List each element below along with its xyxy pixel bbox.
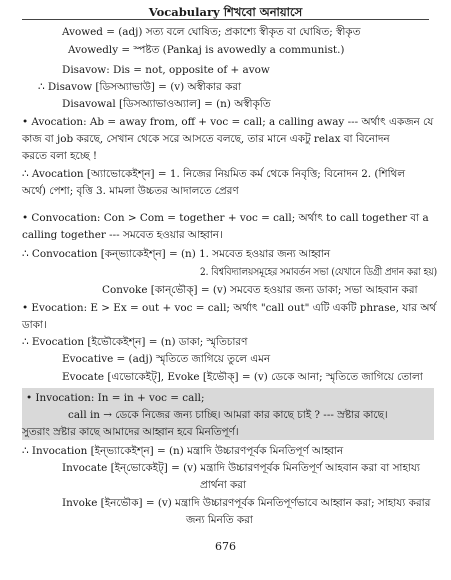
entry-line: প্রার্থনা করা	[200, 479, 247, 491]
entry-line: সুতরাং স্রষ্টার কাছে আমাদের আহ্বান হবে মিনতিপূর্ণ।	[22, 426, 239, 438]
entry-line: • Avocation: Ab = away from, off + voc = call; a calling away --- অর্থাৎ একজন যে	[22, 116, 434, 128]
page-number: 676	[215, 540, 236, 553]
entry-line: ডাকা।	[22, 319, 47, 331]
entry-line: • Evocation: E > Ex = out + voc = call; অর্থাৎ "call out" এটি একটি phrase, যার অর্থ	[22, 302, 437, 314]
entry-line: কাজ বা job করছে, সেখান থেকে সরে আসতে বলছে, তার মানে একটু relax বা বিনোদন	[22, 133, 390, 145]
entry-line: 2. বিশ্ববিদ্যালয়সমূহের সমাবর্তন সভা (যেখানে ডিগ্রী প্রদান করা হয়)	[200, 266, 438, 278]
entry-line: Invocate [ইন্‌ভোকেইট্] = (v) মন্ত্রাদি উচ্চারণপূর্বক মিনতিপূর্ণ আহবান করা বা সাহায্য	[62, 462, 420, 474]
entry-line: Avowed = (adj) সত্য বলে ঘোষিত; প্রকাশ্যে স্বীকৃত বা ঘোষিত; স্বীকৃত	[62, 26, 361, 38]
entry-line: calling together --- সমবেত হওয়ার আহ্বান।	[22, 229, 223, 241]
entry-line: অর্থে) পেশা; বৃত্তি 3. মামলা উচ্চতর আদালতে প্রেরণ	[22, 185, 239, 197]
entry-line: ∴ Evocation [ইভৌকেইশ্‌ন] = (n) ডাকা; স্মৃতিচারণ	[22, 336, 248, 348]
entry-line: ∴ Invocation [ইন্‌ভ্যাকেইশ্‌ন] = (n) মন্ত্রাদি উচ্চারণপূর্বক মিনতিপূর্ণ আহ্বান	[22, 445, 344, 457]
header-rule	[22, 19, 429, 20]
entry-line: করতে বলা হচ্ছে !	[22, 150, 98, 162]
entry-line: Avowedly = স্পষ্টত (Pankaj is avowedly a communist.)	[68, 44, 345, 56]
entry-line: • Invocation: In = in + voc = call;	[26, 392, 205, 404]
entry-line: call in → ডেকে নিজের জন্য চাচ্ছি। আমরা কার কাছে চাই ? --- স্রষ্টার কাছে।	[68, 409, 388, 421]
entry-line: ∴ Disavow [ডিসঅ্যাভাউ] = (v) অস্বীকার করা	[38, 81, 242, 93]
entry-line: জন্য মিনতি করা	[186, 514, 253, 526]
entry-line: ∴ Avocation [অ্যাভোকেইশ্‌ন] = 1. নিজের নিয়মিত কর্ম থেকে নিবৃত্তি; বিনোদন 2. (শিথিল	[22, 168, 406, 180]
entry-line: • Convocation: Con > Com = together + voc = call; অর্থাৎ to call together বা a	[22, 212, 429, 224]
entry-line: Convoke [কান্‌ভৌক্] = (v) সমবেত হওয়ার জন্য ডাকা; সভা আহবান করা	[102, 284, 418, 296]
entry-line: Disavowal [ডিসঅ্যাভাওঅ্যাল] = (n) অস্বীকৃতি	[62, 98, 271, 110]
entry-line: Evocate [এভোকেইট্], Evoke [ইভৌক্] = (v) ডেকে আনা; স্মৃতিতে জাগিয়ে তোলা	[62, 371, 423, 383]
running-header: Vocabulary শিখবো অনায়াসে	[148, 5, 303, 19]
entry-line: ∴ Convocation [কন্‌ভ্যাকেইশ্‌ন] = (n) 1. সমবেত হওয়ার জন্য আহ্বান	[22, 248, 331, 260]
entry-line: Invoke [ইনভৌক] = (v) মন্ত্রাদি উচ্চারণপূর্বক মিনতিপূর্ণভাবে আহ্বান করা; সাহায্য করার	[62, 497, 431, 509]
entry-line: Disavow: Dis = not, opposite of + avow	[62, 64, 270, 76]
entry-line: Evocative = (adj) স্মৃতিতে জাগিয়ে তুলে এমন	[62, 353, 271, 365]
